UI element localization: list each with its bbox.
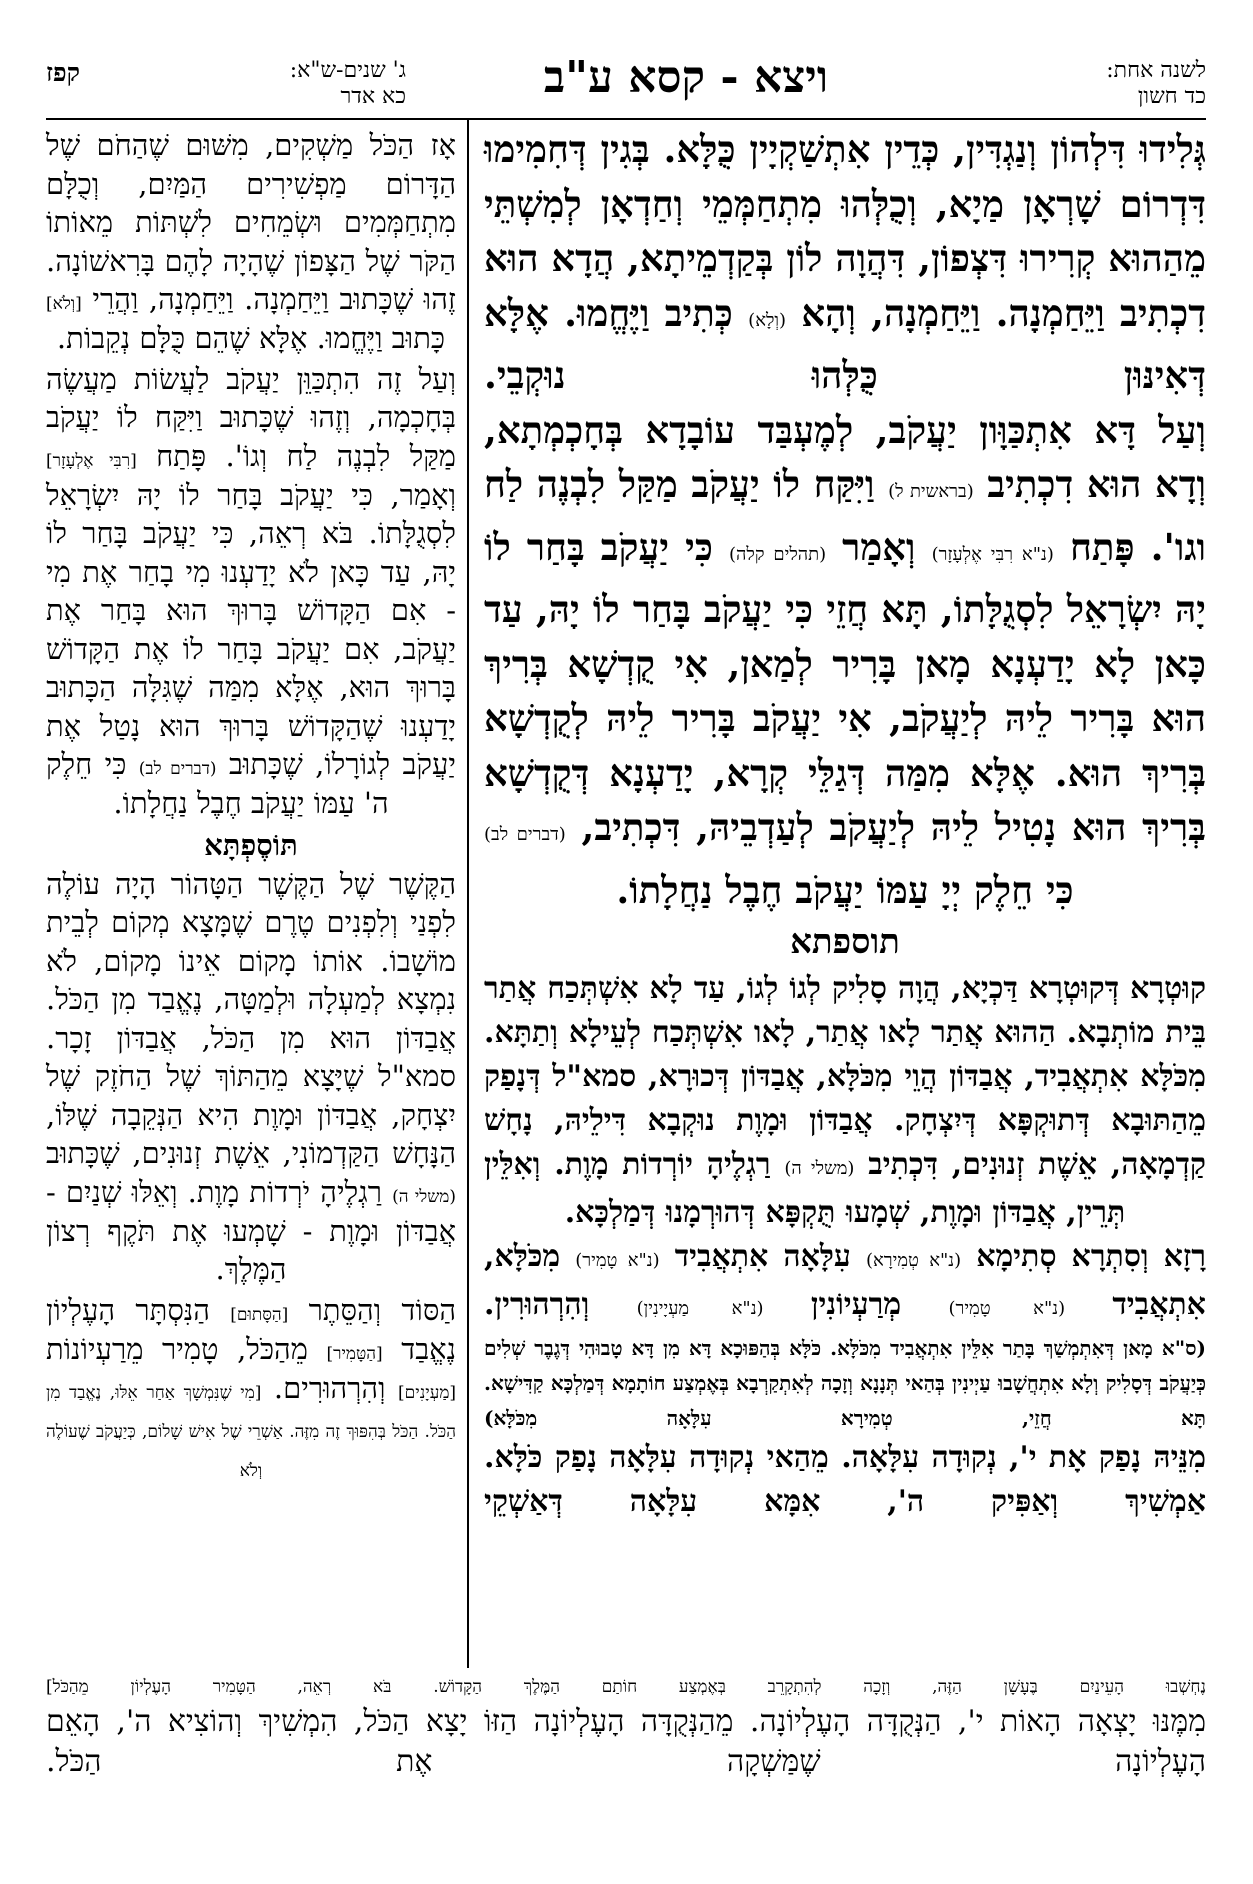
footer-line-1: נֶחְשְׁבוּ הָעֵינַיִם בֶּעָשָׁן הַזֶּה, וְזָכָה לְהִתְקָרֵב בְּאֶמְצַע חוֹתַם הַמֶּלֶךְ הַקָּדוֹשׁ. בֹּא רְאֵה, הַטָּמִיר הָעֶלְיוֹן מֵהַכֹּל]: [46, 1677, 1206, 1697]
tosefta-text: מְרַעְיוֹנִין: [810, 1287, 902, 1322]
main-paragraph-2: [484, 403, 1206, 918]
main-text: וְאָמַר: [842, 524, 916, 569]
variant-note: (נ"א מַעְיָינִין): [636, 1298, 764, 1319]
variant-note: (נ"א טְמִירָא): [865, 1250, 962, 1271]
schedule-one-year-label: לשנה אחת:: [1106, 58, 1206, 83]
tosefta-text: רַגְלֶיהָ יוֹרְדוֹת מָוֶת. וְאִלֵּין תְּרֵין, אֲבַדּוֹן וּמָוֶת, שְׁמָעוּ תֻּקְפָּא דְּהוּרְמָנוּ דְּמַלְכָּא.: [484, 1147, 1126, 1230]
tosefta-text: וְהִרְהוּרִין.: [484, 1287, 590, 1322]
tosefta-heading: תּוֹסֶפְתָּא: [204, 827, 298, 862]
tosefta-text: רָזָא וְסִתְרָא סְתִימָא: [976, 1239, 1207, 1274]
translation-text: וְהִרְהוּרִים.: [273, 1370, 386, 1405]
schedule-three-years-date: כא אדר: [340, 84, 406, 109]
page-footer: [46, 1672, 1206, 1782]
translation-text: הַקֶּשֶׁר שֶׁל הַקֶּשֶׁר הַטָּהוֹר הָיָה עוֹלֶה לִפְנַי וְלִפְנִים טֶרֶם שֶׁמָּצָא מְקוֹם לְבֵית מוֹשָׁבוֹ. אוֹתוֹ מָקוֹם אֵינוֹ מָקוֹם, לֹא נִמְצָא לְמַעְלָה וּלְמַטָּה, נֶאֱבַד מִן הַכֹּל. אֲבַדּוֹן הוּא מִן הַכֹּל, אֲבַדּוֹן זָכָר. סמא"ל שֶׁיָּצָא מֵהַתּוֹךְ שֶׁל הַחֹזֶק שֶׁל יִצְחָק, אֲבַדּוֹן וּמָוֶת הִיא הַנְּקֵבָה שֶׁלּוֹ, הַנָּחָשׁ הַקַּדְמוֹנִי, אֵשֶׁת זְנוּנִים, שֶׁכָּתוּב: [46, 866, 456, 1170]
tosefta-text: עִלָּאָה אִתְאֲבִיד: [674, 1239, 851, 1274]
tosefta-text: קוּטְרָא דְּקוּטְרָא דַּכְיָא, הֲוָה סָלִיק לְגוֹ לְגוֹ, עַד לָא אִשְׁתְּכַח אֲתַר בֵּית מוֹתְבָא. הַהוּא אֲתַר לָאו אֲתַר, לָאו אִשְׁתְּכַח לְעֵילָא וְתַתָּא. מִכֹּלָּא אִתְאֲבִיד, אֲבַדּוֹן הֲוֵי מִכֹּלָּא, אֲבַדּוֹן דְּכוּרָא, סמא"ל דְּנָפַק מֵהַתּוּבָא דְּתוּקְפָּא דְּיִצְחָק. אֲבַדּוֹן וּמָוֶת נוּקְבָא דִּילֵיהּ, נָחָשׁ קַדְמָאָה, אֵשֶׁת זְנוּנִים, דִּכְתִיב: [484, 971, 1206, 1182]
header-rule: [46, 118, 1206, 120]
translation-text: הַסּוֹד וְהַסֵּתֶר: [308, 1292, 456, 1327]
translation-text: אָז הַכֹּל מַשְׁקִים, מִשּׁוּם שֶׁהַחֹם שֶׁל הַדָּרוֹם מַפְשִׁירִים הַמַּיִם, וְכֻלָּם מִתְחַמְּמִים וּשְׂמֵחִים לִשְׁתּוֹת מֵאוֹתוֹ הַקֹּר שֶׁל הַצָּפוֹן שֶׁהָיָה לָהֶם בָּרִאשׁוֹנָה. זֶהוּ שֶׁכָּתוּב וַיֵּחַמְנָה. וַיֵּחַמְנָה, וַהֲרֵי: [46, 128, 456, 316]
translation-text: וְעַל זֶה הִתְכַּוֵּן יַעֲקֹב לַעֲשׂוֹת מַעֲשֶׂה בְּחָכְמָה, וְזֶהוּ שֶׁכָּתוּב וַיִּקַּח לוֹ יַעֲקֹב מַקַּל לִבְנֶה לַח וְגוֹ'. פָּתַח: [46, 361, 456, 473]
tosefta-text: מִכֹּלָּא, אִתְאֲבִיד: [484, 1239, 1206, 1322]
translation-text: כִּי חֵלֶק ה' עַמּוֹ יַעֲקֹב חֶבֶל נַחֲלָתוֹ.: [46, 747, 389, 820]
main-text: כִּי חֵלֶק יְיָ עַמּוֹ יַעֲקֹב חֶבֶל נַחֲלָתוֹ.: [616, 867, 1074, 912]
page-title: ויצא - קסא ע"ב: [543, 52, 829, 103]
verse-reference: (דברים לב): [138, 759, 217, 779]
variant-note: [מַעְיָנִים]: [398, 1382, 457, 1403]
verse-reference: (תהלים קלה): [729, 543, 827, 565]
translation-column: [46, 126, 456, 1488]
main-text: כְּתִיב וַיֶּחֱמוּ. אֶלָּא דְּאִינּוּן כֻּלְּהוּ נוּקְבֵי.: [484, 290, 1206, 397]
schedule-one-year: [1046, 58, 1206, 110]
variant-note: [מִי שֶׁנִּמְשָׁךְ אַחַר אֵלּוּ, נֶאֱבַד מִן הַכֹּל. הַכֹּל בְּהִפּוּךְ זֶה מִזֶּה. אַשְׁרֵי שֶׁל אִישׁ שָׁלוֹם, כְּיַעֲקֹב שֶׁעוֹלֶה וְלֹא: [46, 1382, 456, 1481]
tosefta-paragraph-1: [484, 967, 1206, 1235]
variant-note: (וְלָא): [748, 309, 787, 331]
tosefta-paragraph-2: [484, 1235, 1206, 1331]
main-text: וַיִּקַּח לוֹ יַעֲקֹב מַקַּל לִבְנֶה לַח וגו'. פָּתַח: [484, 462, 1206, 569]
verse-reference: (בראשית ל): [888, 481, 974, 502]
translation-tosefta-1: [46, 865, 456, 1289]
translation-text: וְאָמַר, כִּי יַעֲקֹב בָּחַר לוֹ יָהּ יִשְׂרָאֵל לִסְגֻלָּתוֹ. בֹּא רְאֵה, כִּי יַעֲקֹב בָּחַר לוֹ יָהּ, עַד כָּאן לֹא יָדַעְנוּ מִי בָחַר אֶת מִי - אִם הַקָּדוֹשׁ בָּרוּךְ הוּא בָּחַר אֶת יַעֲקֹב, אִם יַעֲקֹב בָּחַר לוֹ אֶת הַקָּדוֹשׁ בָּרוּךְ הוּא, אֶלָּא מִמַּה שֶׁגִּלָּה הַכָּתוּב יָדַעְנוּ שֶׁהַקָּדוֹשׁ בָּרוּךְ הוּא נָטַל אֶת יַעֲקֹב לְגוֹרָלוֹ, שֶׁכָּתוּב: [46, 477, 457, 781]
tosefta-variant-block: (ס"א מָאן דְּאִתְמְשַׁךְ בָּתַר אִלֵּין אִתְאֲבִיד מִכֹּלָּא. כֹּלָּא בְּהַפּוּכָא דָּא מִן דָּא טָבוּהִי דְּגֶבֶר שְׁלִים כְּיַעֲקֹב דְּסָלִיק וְלָא אִתְחֲשָׁבוּ עַיְינִין בְּהַאי תְּנָנָא וְזָכָה לְאִתְקַרְבָא בְּאֶמְצַע חוֹתָמָא דְּמַלְכָּא קַדִּישָׁא. תָּא חֲזֵי, טְמִירָא עִלָּאָה מִכֹּלָּא): [484, 1336, 1206, 1430]
translation-text: מֵהַכֹּל, טָמִיר מֵרַעְיוֹנוֹת: [46, 1331, 308, 1366]
translation-text: רַגְלֶיהָ יֹרְדוֹת מָוֶת. וְאֵלּוּ שְׁנַיִם - אֲבַדּוֹן וּמָוֶת - שָׁמְעוּ אֶת תֹּקֶף רְצוֹן הַמֶּלֶךְ.: [46, 1174, 456, 1286]
page-header: [46, 52, 1206, 118]
verse-reference: (משלי ה): [784, 1158, 855, 1179]
variant-note: [הַטָּמִיר]: [326, 1343, 383, 1364]
variant-note: [רִבִּי אֶלְעָזָר]: [46, 450, 137, 471]
footer-line-2: מִמֶּנּוּ יָצְאָה הָאוֹת י', הַנְּקֻדָּה הָעֶלְיוֹנָה. מֵהַנְּקֻדָּה הָעֶלְיוֹנָה הַזּוֹ יָצָא הַכֹּל, הִמְשִׁיךְ וְהוֹצִיא ה', הָאֵם הָעֶלְיוֹנָה שֶׁמַּשְׁקָה אֶת הַכֹּל.: [46, 1704, 1206, 1779]
translation-paragraph-1: [46, 126, 456, 358]
variant-note: (נ"א רִבִּי אֶלְעָזָר): [931, 543, 1054, 565]
schedule-one-year-date: כד חשון: [1137, 84, 1206, 109]
variant-note: (נ"א טָמִיר): [948, 1298, 1066, 1319]
tosefta-paragraph-3: מִנֵּיהּ נָפַק אָת י', נְקוּדָה עִלָּאָה. מֵהַאי נְקוּדָה עִלָּאָה נָפַק כֹּלָּא. אַמְשִׁיךְ וְאַפִּיק ה', אִמָּא עִלָּאָה דְּאַשְׁקֵי: [484, 1440, 1206, 1519]
main-paragraph-1: [484, 122, 1206, 403]
translation-tosefta-2: [46, 1291, 456, 1486]
schedule-three-years-label: ג' שנים-ש"א:: [289, 58, 406, 83]
main-aramaic-column: [484, 122, 1206, 1524]
main-text: גְּלִידוּ דִּלְהוֹן וְנַגְדִּין, כְּדֵין אִתְשַׁקְיָין כֻּלָּא. בְּגִין דְּחִמִימוּ דִּדְרוֹם שָׁרְאָן מַיָא, וְכֻלְּהוּ מִתְחַמְּמֵי וְחַדְאָן לְמִשְׁתֵּי מֵהַהוּא קְרִירוּ דִּצְפוֹן, דִּהֲוָה לוֹן בְּקַדְמֵיתָא, הֲדָא הוּא דִכְתִיב וַיֵּחַמְנָה. וַיֵּחַמְנָה, וְהָא: [484, 127, 1207, 335]
main-text: וְעַל דָּא אִתְכַּוָּון יַעֲקֹב, לְמֶעְבַּד עוֹבָדָא בְּחָכְמְתָא, וְדָא הוּא דִכְתִיב: [484, 407, 1206, 506]
verse-reference: (משלי ה): [392, 1186, 456, 1207]
page-number: קפז: [46, 58, 80, 87]
main-text: כִּי יַעֲקֹב בָּחַר לוֹ יָהּ יִשְׂרָאֵל לִסְגֻלָּתוֹ, תָּא חֲזֵי כִּי יַעֲקֹב בָּחַר לוֹ יָהּ, עַד כָּאן לָא יָדַעְנָא מָאן בָּרִיר לְמַאן, אִי קֻדְשָׁא בְּרִיךְ הוּא בָּרִיר לֵיהּ לְיַעֲקֹב, אִי יַעֲקֹב בָּרִיר לֵיהּ לְקֻדְשָׁא בְּרִיךְ הוּא. אֶלָּא מִמַּה דְּגַלֵּי קְרָא, יָדַעְנָא דְּקֻדְשָׁא בְּרִיךְ הוּא נָטִיל לֵיהּ לְיַעֲקֹב לְעַדְבֵיהּ, דִּכְתִיב,: [484, 524, 1206, 849]
verse-reference: (דברים לב): [484, 824, 566, 845]
translation-text: כָּתוּב וַיֶּחֱמוּ. אֶלָּא שֶׁהֵם כֻּלָּם נְקֵבוֹת.: [56, 321, 446, 355]
translation-paragraph-2: [46, 360, 456, 823]
translation-text: הַנִּסְתָּר הָעֶלְיוֹן נֶאֱבַד: [46, 1292, 457, 1366]
variant-note: [וְלֹא]: [46, 294, 82, 314]
variant-note: [הַסָּתוּם]: [230, 1304, 289, 1325]
variant-note: (נ"א טָמִיר): [575, 1250, 660, 1271]
column-divider: [467, 118, 469, 1668]
schedule-three-years: [146, 58, 406, 110]
tosefta-heading: תוספתא: [790, 922, 900, 962]
